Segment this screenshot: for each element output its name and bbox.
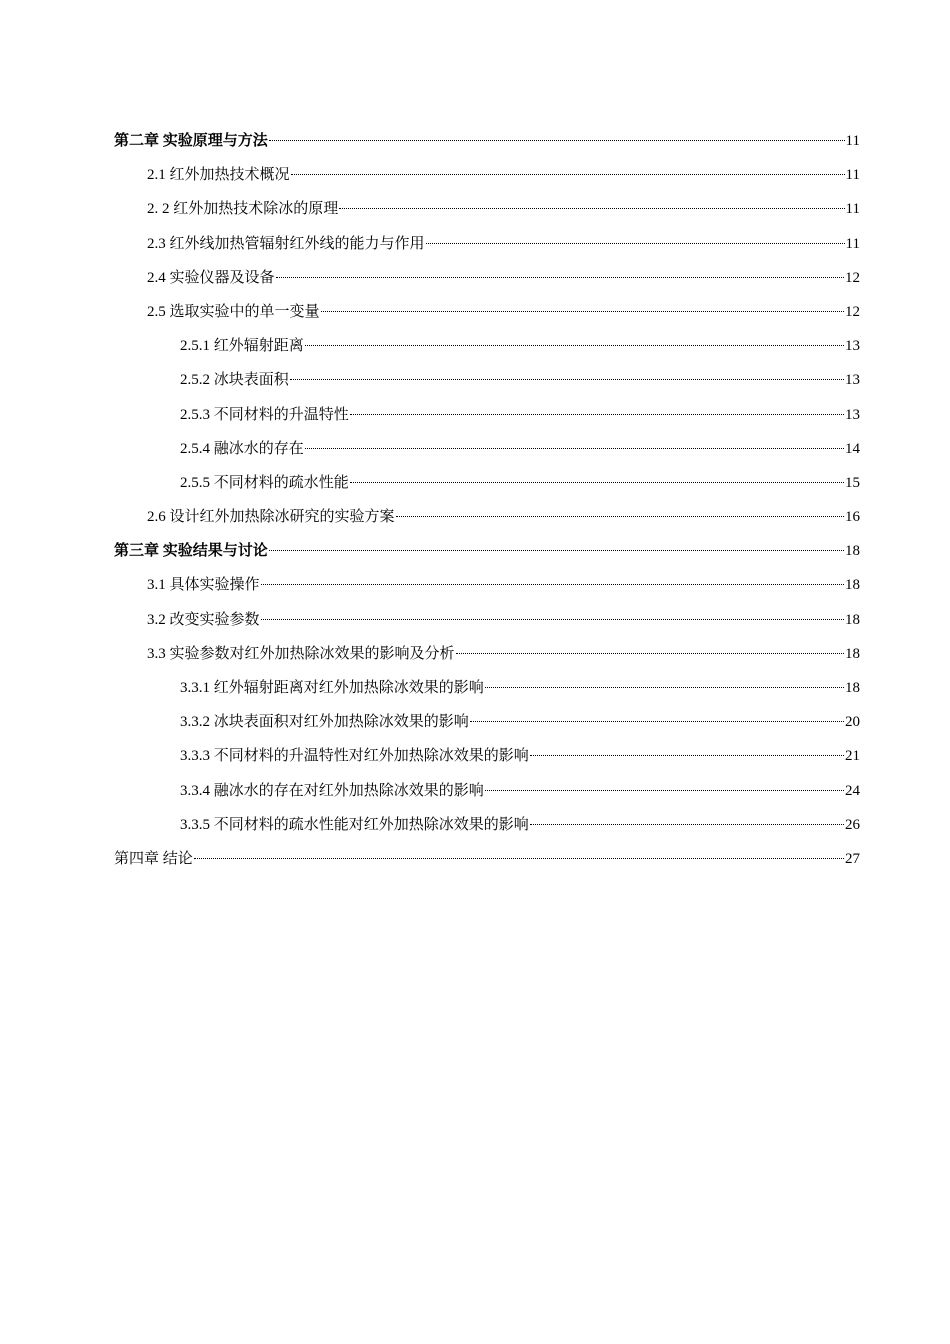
dot-leader — [291, 173, 845, 175]
toc-entry-title: 3.3.2 冰块表面积对红外加热除冰效果的影响 — [180, 714, 469, 731]
toc-entry[interactable] — [114, 466, 860, 500]
toc-entry[interactable] — [114, 568, 860, 602]
toc-entry-page-number: 12 — [845, 269, 860, 286]
toc-entry-title: 2.6 设计红外加热除冰研究的实验方案 — [147, 509, 395, 526]
dot-leader — [261, 583, 844, 585]
toc-entry-title: 3.3.4 融冰水的存在对红外加热除冰效果的影响 — [180, 782, 484, 799]
toc-entry-title: 3.3.5 不同材料的疏水性能对红外加热除冰效果的影响 — [180, 816, 529, 833]
toc-entry-title: 2.5.1 红外辐射距离 — [180, 338, 304, 355]
toc-entry-page-number: 24 — [845, 782, 860, 799]
toc-entry[interactable] — [114, 705, 860, 739]
dot-leader — [396, 515, 844, 517]
toc-entry-title: 2.5.5 不同材料的疏水性能 — [180, 474, 349, 491]
toc-entry[interactable] — [114, 227, 860, 261]
toc-entry[interactable] — [114, 500, 860, 534]
dot-leader — [470, 720, 844, 722]
toc-entry-title: 第二章 实验原理与方法 — [114, 133, 268, 149]
toc-entry-page-number: 11 — [845, 167, 860, 184]
dot-leader — [290, 378, 844, 380]
dot-leader — [261, 618, 844, 620]
toc-entry-title: 2.5.2 冰块表面积 — [180, 372, 289, 389]
toc-entry-page-number: 11 — [845, 235, 860, 252]
toc-entry[interactable] — [114, 842, 860, 876]
dot-leader — [276, 276, 844, 278]
toc-entry-title: 第四章 结论 — [114, 850, 193, 867]
dot-leader — [305, 344, 844, 346]
toc-entry-page-number: 18 — [845, 645, 860, 662]
toc-entry[interactable] — [114, 261, 860, 295]
toc-entry[interactable] — [114, 637, 860, 671]
dot-leader — [350, 413, 844, 415]
toc-entry-page-number: 18 — [845, 611, 860, 628]
toc-entry[interactable] — [114, 534, 860, 568]
table-of-contents — [114, 124, 860, 876]
toc-entry-page-number: 27 — [845, 850, 860, 867]
dot-leader — [194, 857, 844, 859]
toc-entry-page-number: 14 — [845, 440, 860, 457]
dot-leader — [485, 789, 844, 791]
toc-entry-page-number: 26 — [845, 816, 860, 833]
toc-entry[interactable] — [114, 158, 860, 192]
toc-entry[interactable] — [114, 432, 860, 466]
toc-entry-page-number: 13 — [845, 372, 860, 389]
dot-leader — [530, 754, 844, 756]
toc-entry-title: 3.1 具体实验操作 — [147, 577, 260, 594]
toc-entry[interactable] — [114, 739, 860, 773]
dot-leader — [485, 686, 844, 688]
dot-leader — [456, 652, 844, 654]
dot-leader — [530, 823, 844, 825]
toc-entry[interactable] — [114, 671, 860, 705]
toc-entry-page-number: 15 — [845, 474, 860, 491]
toc-entry[interactable] — [114, 329, 860, 363]
dot-leader — [305, 447, 844, 449]
toc-entry-page-number: 13 — [845, 406, 860, 423]
toc-entry-page-number: 16 — [845, 509, 860, 526]
toc-entry-title: 2.3 红外线加热管辐射红外线的能力与作用 — [147, 235, 425, 252]
toc-entry-title: 3.3.1 红外辐射距离对红外加热除冰效果的影响 — [180, 680, 484, 696]
toc-entry[interactable] — [114, 808, 860, 842]
toc-entry-page-number: 18 — [845, 543, 860, 560]
toc-entry-title: 2. 2 红外加热技术除冰的原理 — [147, 201, 339, 218]
toc-entry-page-number: 13 — [845, 338, 860, 355]
toc-entry[interactable] — [114, 124, 860, 158]
toc-entry[interactable] — [114, 192, 860, 226]
toc-entry-title: 3.3.3 不同材料的升温特性对红外加热除冰效果的影响 — [180, 748, 529, 765]
toc-entry-title: 2.4 实验仪器及设备 — [147, 269, 275, 286]
toc-entry-title: 3.3 实验参数对红外加热除冰效果的影响及分析 — [147, 645, 455, 662]
toc-entry-title: 2.5.4 融冰水的存在 — [180, 440, 304, 457]
toc-entry-page-number: 11 — [845, 201, 860, 218]
toc-entry-page-number: 21 — [845, 748, 860, 765]
toc-entry[interactable] — [114, 295, 860, 329]
toc-entry[interactable] — [114, 398, 860, 432]
toc-entry-title: 2.5 选取实验中的单一变量 — [147, 303, 320, 320]
toc-entry[interactable] — [114, 363, 860, 397]
dot-leader — [269, 549, 844, 551]
toc-entry-page-number: 11 — [845, 133, 860, 149]
toc-entry-title: 第三章 实验结果与讨论 — [114, 543, 268, 560]
dot-leader — [426, 242, 845, 244]
dot-leader — [321, 310, 844, 312]
toc-entry-page-number: 12 — [845, 303, 860, 320]
toc-entry-title: 2.5.3 不同材料的升温特性 — [180, 406, 349, 423]
toc-entry[interactable] — [114, 774, 860, 808]
toc-entry-title: 3.2 改变实验参数 — [147, 611, 260, 628]
toc-entry-title: 2.1 红外加热技术概况 — [147, 167, 290, 184]
dot-leader — [269, 139, 845, 141]
toc-entry-page-number: 20 — [845, 714, 860, 731]
toc-entry-page-number: 18 — [845, 680, 860, 696]
dot-leader — [339, 207, 844, 209]
toc-entry-page-number: 18 — [845, 577, 860, 594]
toc-entry[interactable] — [114, 603, 860, 637]
dot-leader — [350, 481, 844, 483]
